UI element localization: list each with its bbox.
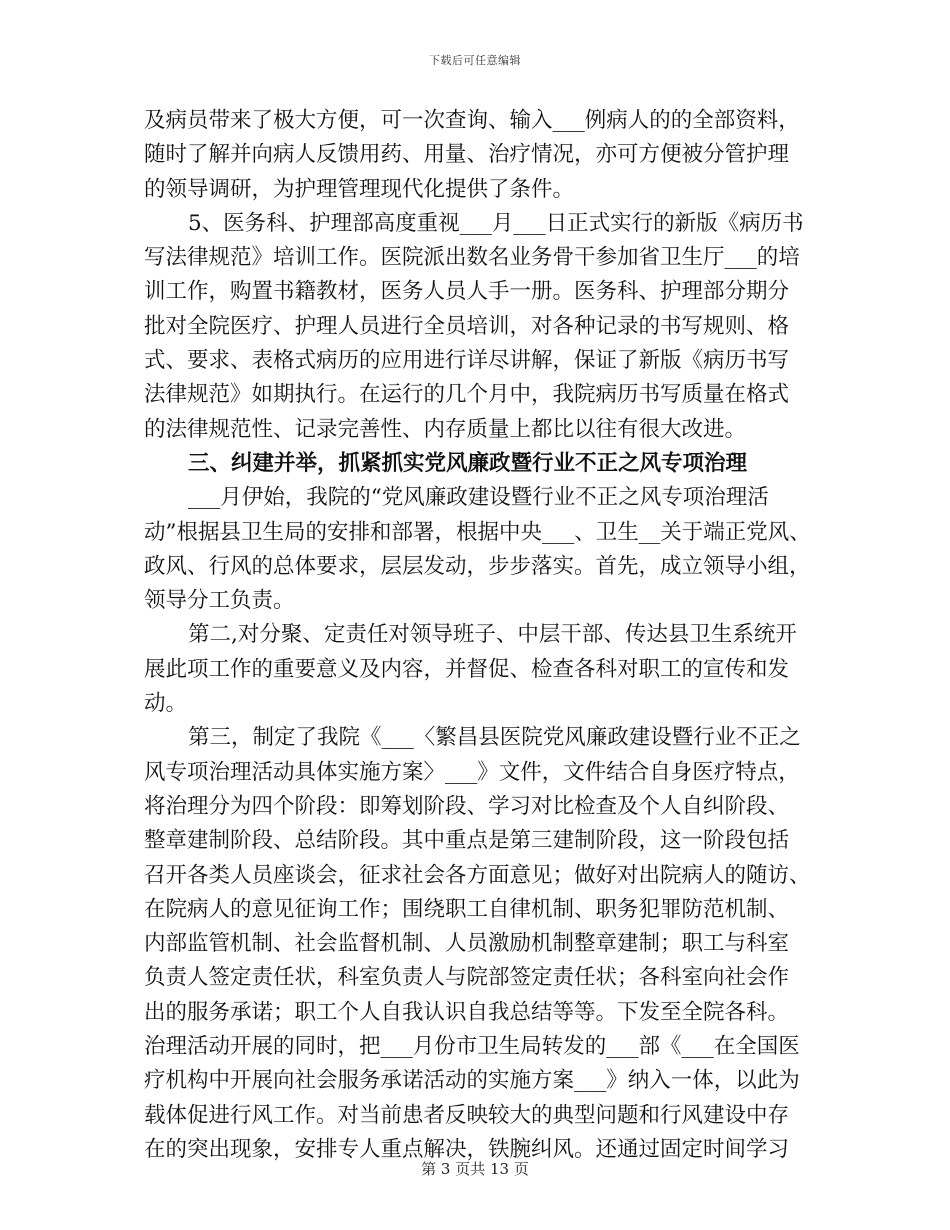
body-text-line: 随时了解并向病人反馈用药、用量、治疗情况，亦可方便被分管护理 [144,142,790,168]
body-text-line: 治理活动开展的同时，把___月份市卫生局转发的___部《___在全国医 [144,1034,800,1060]
body-text-line: 第二,对分聚、定责任对领导班子、中层干部、传达县卫生系统开 [188,622,797,648]
document-body [144,104,814,1167]
body-text-line: 载体促进行风工作。对当前患者反映较大的典型问题和行风建设中存 [144,1102,790,1128]
body-text-line: 的领导调研，为护理管理现代化提供了条件。 [144,176,575,202]
body-text-line: 动。 [144,691,188,717]
body-text-line: 疗机构中开展向社会服务承诺活动的实施方案___》纳入一体，以此为 [144,1068,800,1094]
body-text-line: 式、要求、表格式病历的应用进行详尽讲解，保证了新版《病历书写 [144,348,790,374]
body-text-line: 出的服务承诺；职工个人自我认识自我总结等等。下发至全院各科。 [144,999,790,1025]
body-text-line: 在院病人的意见征询工作；围绕职工自律机制、职务犯罪防范机制、 [144,896,790,922]
body-text-line: 整章建制阶段、总结阶段。其中重点是第三建制阶段，这一阶段包括 [144,828,790,854]
body-text-line: 政风、行风的总体要求，层层发动，步步落实。首先，成立领导小组， [144,553,811,579]
body-text-line: 训工作，购置书籍教材，医务人员人手一册。医务科、护理部分期分 [144,279,790,305]
body-text-line: 展此项工作的重要意义及内容，并督促、检查各科对职工的宣传和发 [144,656,790,682]
body-text-line: 召开各类人员座谈会，征求社会各方面意见；做好对出院病人的随访、 [144,862,811,888]
body-text-line: 批对全院医疗、护理人员进行全员培训，对各种记录的书写规则、格 [144,313,790,339]
body-text-line: 的法律规范性、记录完善性、内存质量上都比以往有很大改进。 [144,416,747,442]
body-text-line: 法律规范》如期执行。在运行的几个月中，我院病历书写质量在格式 [144,382,790,408]
body-text-line: 5、医务科、护理部高度重视___月___日正式实行的新版《病历书 [188,210,804,236]
body-text-line: 负责人签定责任状，科室负责人与院部签定责任状；各科室向社会作 [144,965,790,991]
body-text-line: ___月伊始，我院的“党风廉政建设暨行业不正之风专项治理活 [188,485,769,511]
body-text-line: 风专项治理活动具体实施方案〉___》文件，文件结合自身医疗特点， [144,759,800,785]
body-text-line: 将治理分为四个阶段：即筹划阶段、学习对比检查及个人自纠阶段、 [144,793,790,819]
body-text-line: 第三，制定了我院《___〈繁昌县医院党风廉政建设暨行业不正之 [188,725,801,751]
section-heading: 三、纠建并举，抓紧抓实党风廉政暨行业不正之风专项治理 [188,450,748,476]
page-header: 下载后可任意编辑 [429,54,521,67]
body-text-line: 动”根据县卫生局的安排和部署，根据中央___、卫生__关于端正党风、 [144,519,811,545]
body-text-line: 内部监管机制、社会监督机制、人员激励机制整章建制；职工与科室 [144,931,790,957]
body-text-line: 写法律规范》培训工作。医院派出数名业务骨干参加省卫生厅___的培 [144,245,800,271]
body-text-line: 在的突出现象，安排专人重点解决，铁腕纠风。还通过固定时间学习 [144,1136,790,1162]
page-number-footer: 第 3 页共 13 页 [421,1160,529,1178]
body-text-line: 及病员带来了极大方便，可一次查询、输入___例病人的的全部资料， [144,108,800,133]
body-text-line: 领导分工负责。 [144,588,295,614]
